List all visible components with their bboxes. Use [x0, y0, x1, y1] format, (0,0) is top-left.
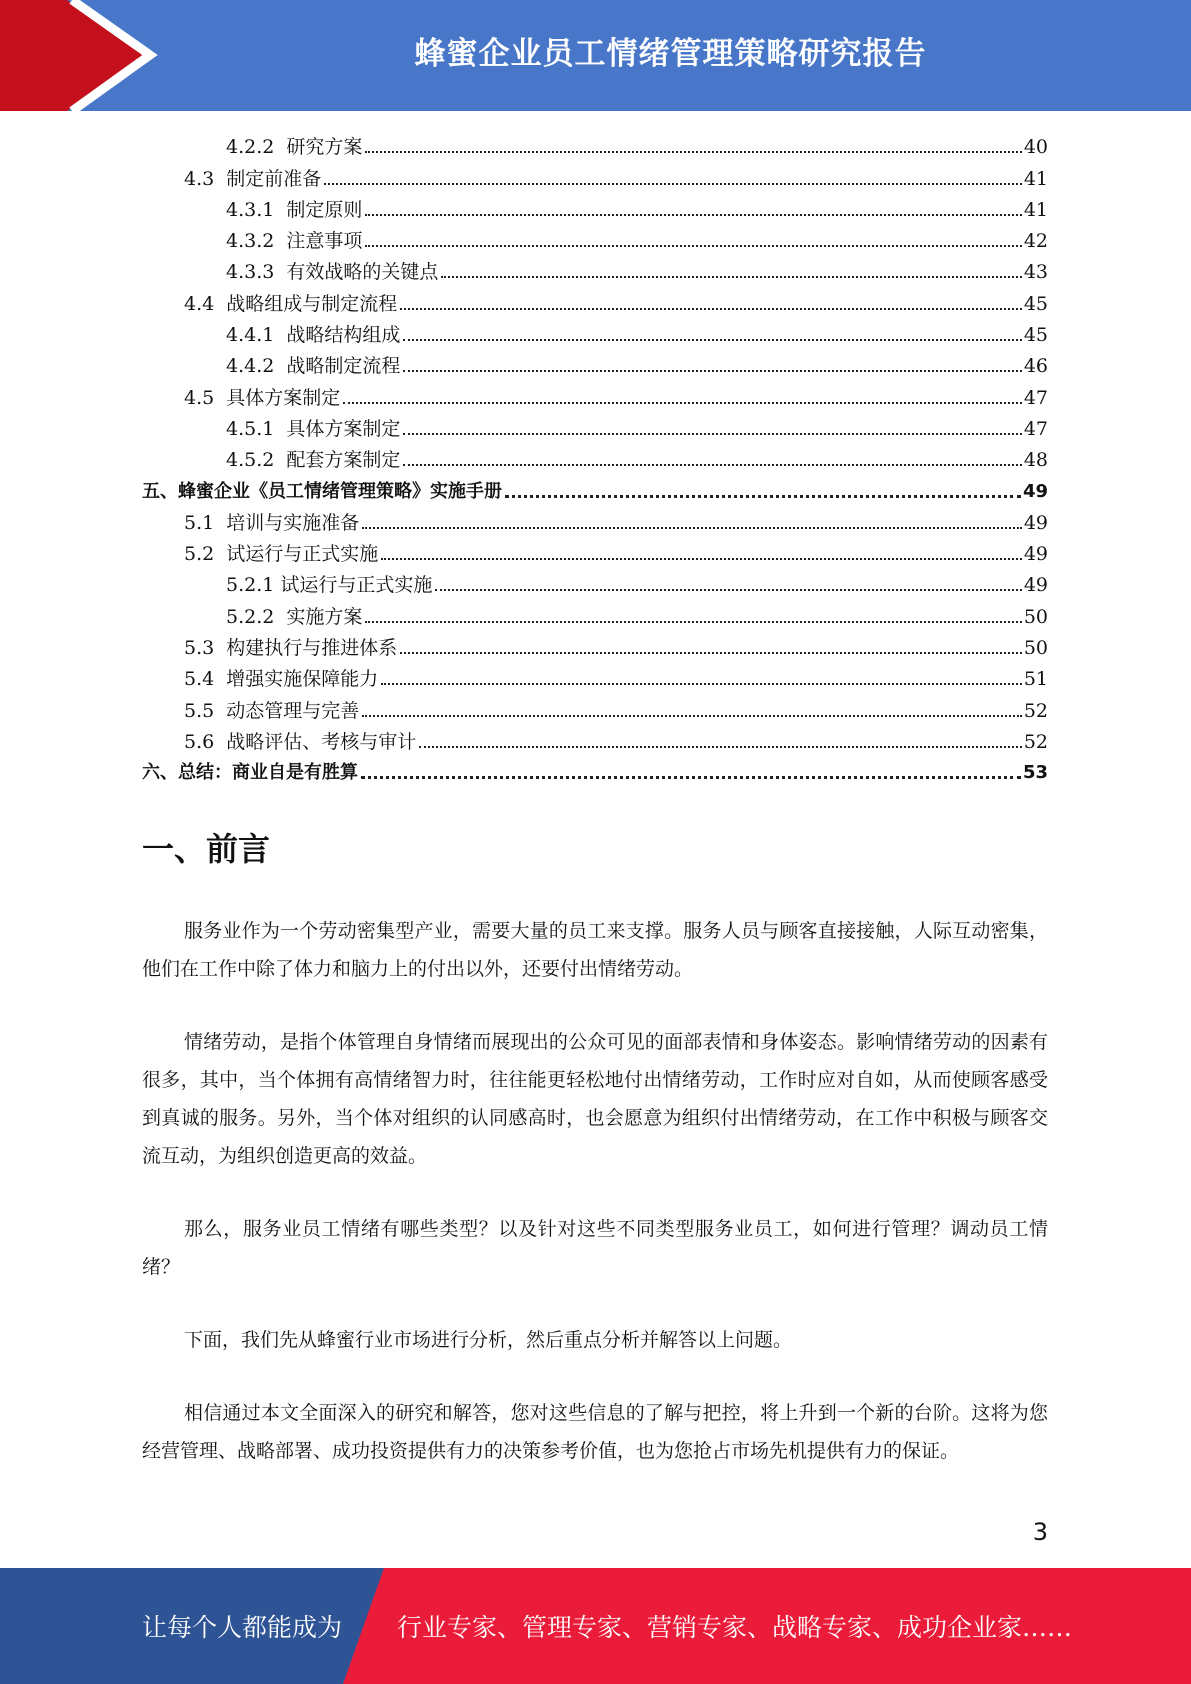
table-of-contents: [142, 128, 1048, 785]
toc-entry-label: 六、总结：商业自是有胜算: [142, 762, 358, 784]
toc-dot-leader: [419, 746, 1022, 748]
toc-entry[interactable]: [142, 566, 1048, 597]
toc-dot-leader: [381, 558, 1022, 560]
toc-entry-page: 43: [1023, 261, 1048, 284]
toc-entry-label: 5.2.2 实施方案: [226, 605, 363, 628]
toc-entry[interactable]: [142, 441, 1048, 472]
toc-dot-leader: [365, 621, 1021, 623]
toc-entry-page: 41: [1023, 167, 1048, 190]
body-paragraph: 那么，服务业员工情绪有哪些类型？以及针对这些不同类型服务业员工，如何进行管理？调动员工情绪？: [142, 1218, 1048, 1278]
toc-dot-leader: [361, 776, 1021, 779]
toc-entry-label: 4.3.1 制定原则: [226, 198, 363, 221]
toc-entry[interactable]: [142, 410, 1048, 441]
toc-entry[interactable]: [142, 504, 1048, 535]
toc-entry[interactable]: [142, 378, 1048, 409]
toc-dot-leader: [365, 151, 1021, 153]
toc-dot-leader: [362, 715, 1022, 717]
toc-entry-label: 5.1 培训与实施准备: [184, 511, 360, 534]
toc-entry[interactable]: [142, 691, 1048, 722]
toc-entry[interactable]: [142, 284, 1048, 315]
toc-entry-label: 4.3.3 有效战略的关键点: [226, 261, 439, 284]
toc-entry-page: 49: [1022, 480, 1048, 502]
footer-slogan-left: 让每个人都能成为: [142, 1613, 343, 1642]
header-arrow-shape: [0, 0, 150, 111]
toc-entry-label: 4.5.1 具体方案制定: [226, 417, 401, 440]
toc-entry[interactable]: [142, 754, 1048, 785]
toc-entry[interactable]: [142, 535, 1048, 566]
page-header: [0, 0, 1191, 111]
footer-slogan-right: 行业专家、管理专家、营销专家、战略专家、成功企业家……: [397, 1613, 1073, 1642]
toc-entry-page: 49: [1023, 543, 1048, 566]
page-footer: [0, 1568, 1191, 1684]
toc-entry-page: 45: [1023, 292, 1048, 315]
toc-dot-leader: [343, 402, 1022, 404]
toc-entry-page: 53: [1022, 762, 1048, 784]
body-paragraph: 下面，我们先从蜂蜜行业市场进行分析，然后重点分析并解答以上问题。: [184, 1329, 793, 1351]
toc-entry-page: 41: [1023, 198, 1048, 221]
toc-dot-leader: [505, 495, 1021, 498]
toc-entry[interactable]: [142, 222, 1048, 253]
toc-entry[interactable]: [142, 128, 1048, 159]
toc-entry-label: 5.4 增强实施保障能力: [184, 668, 379, 691]
body-paragraph: 情绪劳动，是指个体管理自身情绪而展现出的公众可见的面部表情和身体姿态。影响情绪劳动的因素有很多，其中，当个体拥有高情绪智力时，往往能更轻松地付出情绪劳动，工作时应对自如，从而使顾客感受到真诚的服务。另外，当个体对组织的认同感高时，也会愿意为组织付出情绪劳动，在工作中积极与顾客交流互动，为组织创造更高的效益。: [142, 1031, 1048, 1167]
section-heading: 一、前言: [142, 830, 271, 868]
toc-dot-leader: [441, 276, 1021, 278]
toc-entry-label: 4.4 战略组成与制定流程: [184, 292, 398, 315]
toc-entry-page: 40: [1023, 136, 1048, 159]
toc-entry[interactable]: [142, 472, 1048, 503]
toc-entry-label: 5.6 战略评估、考核与审计: [184, 730, 417, 753]
toc-entry-label: 5.3 构建执行与推进体系: [184, 637, 398, 660]
toc-entry-label: 4.5 具体方案制定: [184, 386, 341, 409]
toc-entry[interactable]: [142, 347, 1048, 378]
toc-entry-label: 4.2.2 研究方案: [226, 136, 363, 159]
toc-entry-page: 50: [1023, 637, 1048, 660]
toc-dot-leader: [435, 589, 1021, 591]
toc-entry-label: 5.2.1 试运行与正式实施: [226, 574, 433, 597]
toc-entry[interactable]: [142, 191, 1048, 222]
toc-entry[interactable]: [142, 159, 1048, 190]
toc-dot-leader: [365, 245, 1021, 247]
toc-dot-leader: [403, 339, 1021, 341]
toc-entry[interactable]: [142, 316, 1048, 347]
body-paragraph: 服务业作为一个劳动密集型产业，需要大量的员工来支撑。服务人员与顾客直接接触，人际互动密集，他们在工作中除了体力和脑力上的付出以外，还要付出情绪劳动。: [142, 920, 1048, 980]
toc-entry[interactable]: [142, 597, 1048, 628]
toc-entry-page: 51: [1023, 668, 1048, 691]
toc-entry-label: 5.5 动态管理与完善: [184, 699, 360, 722]
toc-entry[interactable]: [142, 723, 1048, 754]
toc-entry[interactable]: [142, 660, 1048, 691]
toc-dot-leader: [403, 370, 1021, 372]
toc-dot-leader: [362, 527, 1022, 529]
toc-entry-page: 52: [1023, 730, 1048, 753]
toc-dot-leader: [400, 652, 1022, 654]
toc-entry-label: 4.3 制定前准备: [184, 167, 322, 190]
toc-dot-leader: [381, 683, 1022, 685]
toc-dot-leader: [365, 214, 1021, 216]
toc-dot-leader: [403, 464, 1021, 466]
toc-entry-page: 47: [1023, 417, 1048, 440]
toc-entry-page: 47: [1023, 386, 1048, 409]
toc-dot-leader: [403, 433, 1021, 435]
page-number: 3: [1032, 1518, 1048, 1546]
toc-entry-label: 5.2 试运行与正式实施: [184, 543, 379, 566]
toc-entry-page: 49: [1023, 574, 1048, 597]
toc-dot-leader: [400, 308, 1022, 310]
toc-entry-label: 4.3.2 注意事项: [226, 230, 363, 253]
toc-entry[interactable]: [142, 253, 1048, 284]
toc-entry-page: 45: [1023, 324, 1048, 347]
toc-entry-label: 4.4.1 战略结构组成: [226, 324, 401, 347]
toc-entry-page: 48: [1023, 449, 1048, 472]
toc-entry-label: 4.5.2 配套方案制定: [226, 449, 401, 472]
toc-entry-label: 4.4.2 战略制定流程: [226, 355, 401, 378]
toc-entry-page: 46: [1023, 355, 1048, 378]
toc-dot-leader: [324, 183, 1022, 185]
toc-entry-page: 52: [1023, 699, 1048, 722]
toc-entry-page: 50: [1023, 605, 1048, 628]
toc-entry[interactable]: [142, 629, 1048, 660]
toc-entry-page: 42: [1023, 230, 1048, 253]
body-paragraph: 相信通过本文全面深入的研究和解答，您对这些信息的了解与把控，将上升到一个新的台阶。这将为您经营管理、战略部署、成功投资提供有力的决策参考价值，也为您抢占市场先机提供有力的保证。: [142, 1402, 1048, 1462]
body-text: [142, 912, 1048, 1505]
toc-entry-page: 49: [1023, 511, 1048, 534]
document-title: 蜂蜜企业员工情绪管理策略研究报告: [414, 35, 927, 72]
toc-entry-label: 五、蜂蜜企业《员工情绪管理策略》实施手册: [142, 480, 502, 502]
